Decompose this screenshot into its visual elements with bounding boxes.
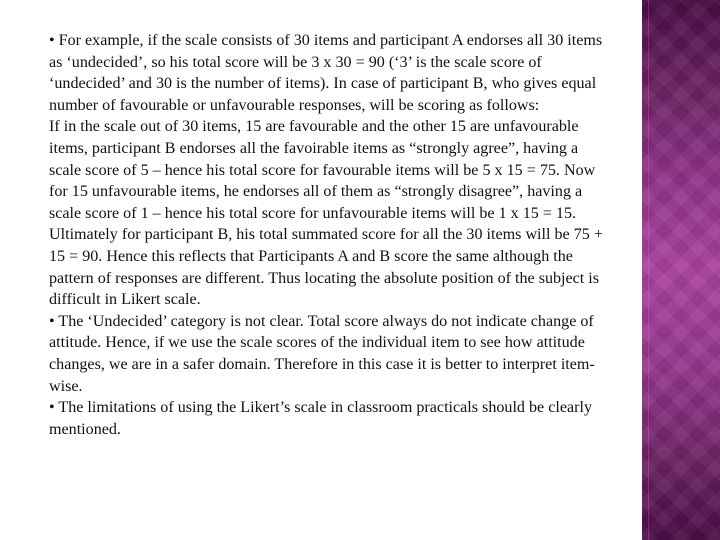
paragraph-undecided-category: • The ‘Undecided’ category is not clear. Total score always do not indicate change of attitude. Hence, if we use the scale scores of the individual item to see how attitude changes, we are in a safer domain. Therefore in this case it is better to interpret item-wise. xyxy=(49,312,595,395)
paragraph-example-participant-a: • For example, if the scale consists of 30 items and participant A endorses all 30 items as ‘undecided’, so his total score will be 3 x 30 = 90 (‘3’ is the scale score of ‘undecided’ and 30 is the number of items). In case of participant B, who gives equal number of favourable or unfavourable responses, will be scoring as follows: xyxy=(49,32,603,114)
paragraph-limitations: • The limitations of using the Likert’s scale in classroom practicals should be clearly mentioned. xyxy=(49,399,592,438)
paragraph-participant-b-scoring: If in the scale out of 30 items, 15 are favourable and the other 15 are unfavourable items, participant B endorses all the favoirable items as “strongly agree”, having a scale score of 5 – hence his total score for favourable items will be 5 x 15 = 75. Now for 15 unfavourable items, he endorses all of them as “strongly disagree”, having a scale score of 1 – hence his total score for unfavourable items will be 1 x 15 = 15. Ultimately for participant B, his total summated score for all the 30 items will be 75 + 15 = 90. Hence this reflects that Participants A and B score the same although the pattern of responses are different. Thus locating the absolute position of the subject is difficult in Likert scale. xyxy=(49,118,603,309)
slide-body-text xyxy=(49,30,614,440)
decorative-side-panel xyxy=(642,0,720,540)
